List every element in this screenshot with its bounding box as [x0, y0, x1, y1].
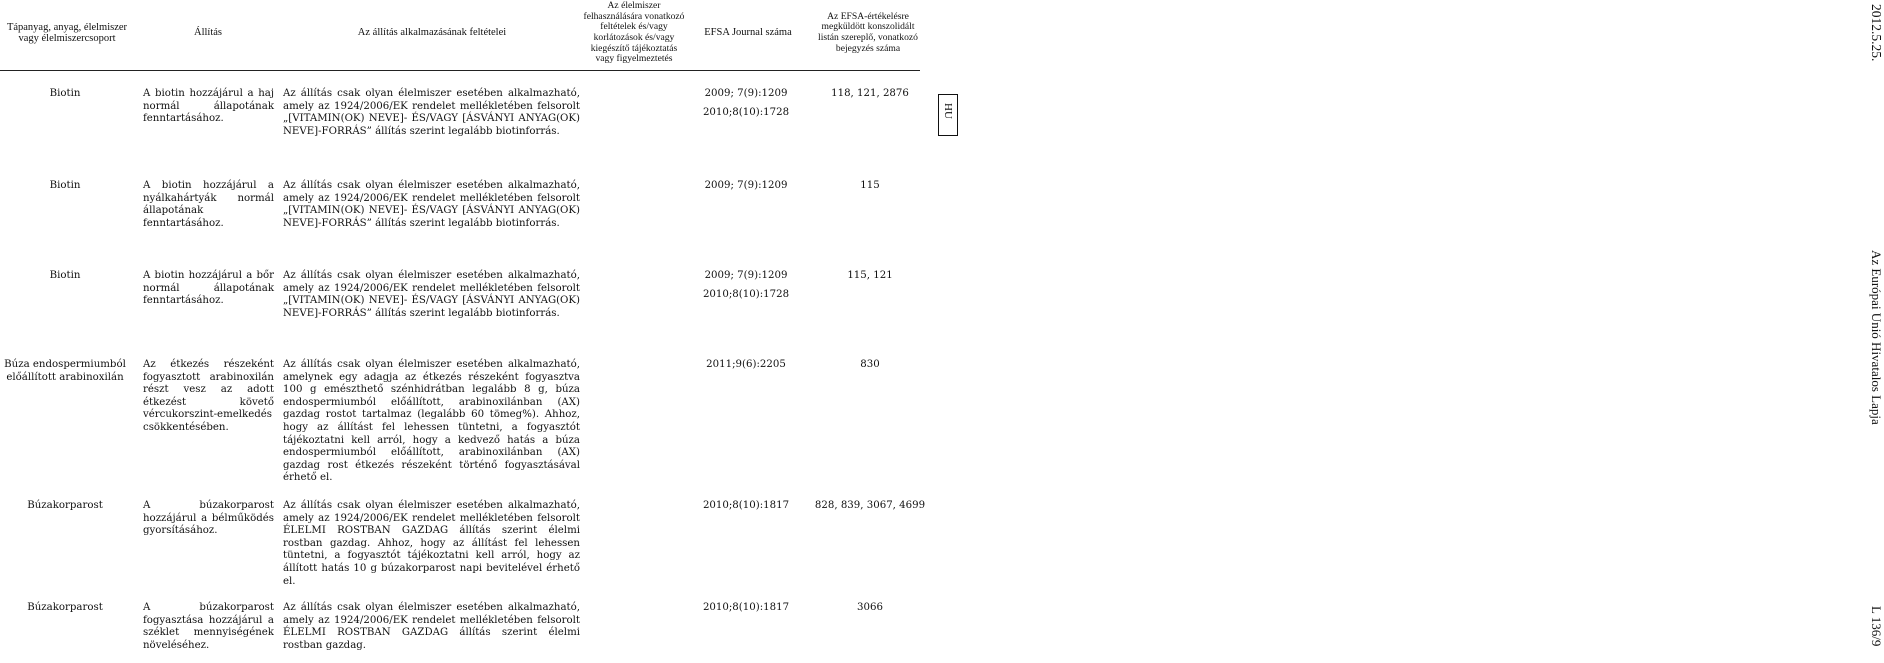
cell-efsa — [682, 180, 810, 193]
cell-entry: 830 — [860, 359, 880, 370]
efsa-line: 2010;8(10):1817 — [702, 500, 790, 511]
cell-nutrient: Búza endospermiumból előállított arabinoxilán — [4, 359, 126, 383]
cell-entry: 3066 — [857, 602, 883, 613]
efsa-line: 2009; 7(9):1209 — [704, 180, 788, 191]
cell-claim: A búzakorparost hozzájárul a bélműködés gyorsításához. — [143, 500, 274, 537]
header-nutrient: Tápanyag, anyag, élelmiszer vagy élelmiszercsoport — [6, 21, 128, 44]
cell-claim: A búzakorparost fogyasztása hozzájárul a széklet mennyiségének növeléséhez. — [143, 602, 274, 651]
efsa-line: 2011;9(6):2205 — [706, 359, 786, 370]
cell-entry: 115 — [860, 180, 880, 191]
journal-title: Az Európai Unió Hivatalos Lapja — [1869, 250, 1884, 425]
header-restrictions: Az élelmiszer felhasználására vonatkozó feltételek és/vagy korlátozások és/vagy kiegészítő tájékoztatás vagy figyelmeztetés — [583, 0, 685, 65]
cell-conditions: Az állítás csak olyan élelmiszer esetében alkalmazható, amely az 1924/2006/EK rendelet mellékletében felsorolt „[VITAMIN(OK) NEVE]- ÉS/VAGY [ÁSVÁNYI ANYAG(OK) NEVE]-FORRÁS” állítás szerint legalább biotinforrás. — [283, 88, 580, 137]
efsa-line: 2010;8(10):1728 — [702, 288, 790, 300]
efsa-line: 2010;8(10):1728 — [702, 106, 790, 118]
publication-date: 2012.5.25. — [1869, 4, 1884, 62]
cell-entry: 115, 121 — [847, 270, 893, 281]
cell-nutrient: Biotin — [49, 180, 81, 191]
cell-efsa — [682, 88, 810, 119]
header-conditions: Az állítás alkalmazásának feltételei — [357, 27, 507, 39]
cell-conditions: Az állítás csak olyan élelmiszer esetében alkalmazható, amely az 1924/2006/EK rendelet mellékletében felsorolt ÉLELMI ROSTBAN GAZDAG állítás szerint élelmi rostban gazdag. — [283, 602, 580, 651]
efsa-line: 2010;8(10):1817 — [702, 602, 790, 613]
page-reference: L 136/9 — [1869, 606, 1884, 647]
cell-claim: A biotin hozzájárul a bőr normál állapotának fenntartásához. — [143, 270, 274, 307]
cell-claim: A biotin hozzájárul a haj normál állapotának fenntartásához. — [143, 88, 274, 125]
cell-efsa — [682, 359, 810, 372]
cell-efsa — [682, 602, 810, 615]
cell-entry: 118, 121, 2876 — [831, 88, 909, 99]
cell-efsa — [682, 270, 810, 301]
cell-conditions: Az állítás csak olyan élelmiszer esetében alkalmazható, amelynek egy adagja az étkezés részeként fogyasztva 100 g emészthető szénhidrátban legalább 8 g, búza endospermiumból előállított, arabinoxilánban (AX) gazdag rostot tartalmaz (legalább 60 tömeg%). Ahhoz, hogy az állítást fel lehessen tüntetni, a fogyasztót tájékoztatni kell arról, hogy a kedvező hatás a búza endospermiumból előállított, arabinoxilánban (AX) gazdag rost étkezés részeként történő fogyasztásával érhető el. — [283, 359, 580, 484]
cell-conditions: Az állítás csak olyan élelmiszer esetében alkalmazható, amely az 1924/2006/EK rendelet mellékletében felsorolt „[VITAMIN(OK) NEVE]- ÉS/VAGY [ÁSVÁNYI ANYAG(OK) NEVE]-FORRÁS” állítás szerint legalább biotinforrás. — [283, 180, 580, 229]
cell-claim: Az étkezés részeként fogyasztott arabinoxilán részt vesz az adott étkezést követő vércukorszint-emelkedés csökkentésében. — [143, 359, 274, 433]
header-rule — [0, 70, 920, 71]
cell-nutrient: Búzakorparost — [27, 602, 103, 613]
header-consolidated: Az EFSA-értékelésre megküldött konszolidált listán szereplő, vonatkozó bejegyzés száma — [818, 10, 918, 54]
cell-claim: A biotin hozzájárul a nyálkahártyák normál állapotának fenntartásához. — [143, 180, 274, 229]
cell-conditions: Az állítás csak olyan élelmiszer esetében alkalmazható, amely az 1924/2006/EK rendelet mellékletében felsorolt „[VITAMIN(OK) NEVE]- ÉS/VAGY [ÁSVÁNYI ANYAG(OK) NEVE]-FORRÁS” állítás szerint legalább biotinforrás. — [283, 270, 580, 319]
efsa-line: 2009; 7(9):1209 — [704, 88, 788, 99]
cell-nutrient: Biotin — [49, 88, 81, 99]
cell-nutrient: Biotin — [49, 270, 81, 281]
cell-nutrient: Búzakorparost — [27, 500, 103, 511]
language-code: HU — [942, 103, 954, 119]
cell-efsa — [682, 500, 810, 513]
language-badge — [938, 94, 958, 136]
header-efsa: EFSA Journal száma — [704, 27, 792, 39]
efsa-line: 2009; 7(9):1209 — [704, 270, 788, 281]
header-claim: Állítás — [194, 27, 222, 39]
cell-conditions: Az állítás csak olyan élelmiszer esetében alkalmazható, amely az 1924/2006/EK rendelet mellékletében felsorolt ÉLELMI ROSTBAN GAZDAG állítás szerint élelmi rostban gazdag. Ahhoz, hogy az állítást fel lehessen tüntetni, a fogyasztót tájékoztatni kell arról, hogy az állított hatás 10 g búzakorparost napi bevitelével érhető el. — [283, 500, 580, 587]
cell-entry: 828, 839, 3067, 4699 — [814, 500, 926, 511]
